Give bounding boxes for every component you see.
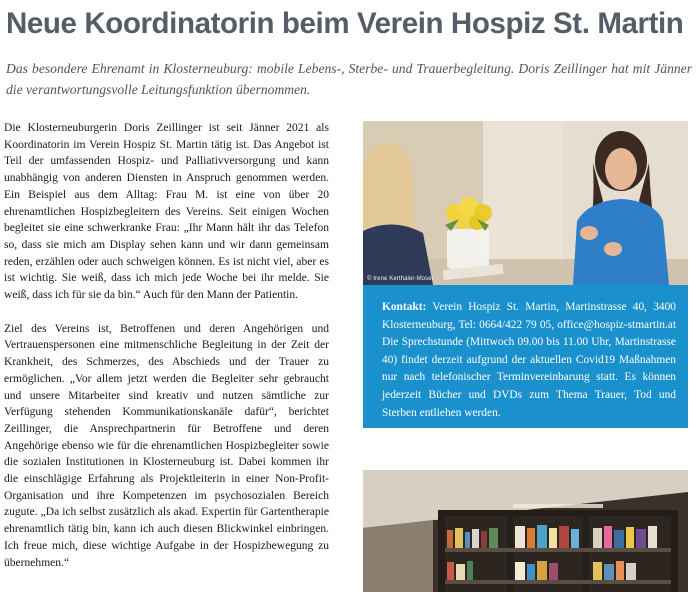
contact-text: Verein Hospiz St. Martin, Martinstrasse 40, 3400 Klosterneuburg, Tel: 0664/422 79 05, office@hospiz-stmartin.at Die Sprechstunde (Mittwoch 09.00 bis 11.00 Uhr, Martinstrasse 40) findet derzeit aufgrund der aktuellen Covid19 Maßnahmen nur nach telefonischer Terminvereinbarung statt. Es können jederzeit Bücher und DVDs zum Thema Trauer, Tod und Sterben entliehen werden. xyxy=(382,301,676,419)
library-photo-illustration xyxy=(363,470,688,592)
article-body xyxy=(4,120,329,588)
coordinator-conversation-photo xyxy=(363,121,688,285)
library-shelf-photo xyxy=(363,470,688,592)
coordinator-photo-illustration xyxy=(363,121,688,285)
photo-credit: © Irene Kerthaler-Moser xyxy=(367,276,434,282)
contact-label: Kontakt: xyxy=(382,301,427,313)
article-lead: Das besondere Ehrenamt in Klosterneuburg: mobile Lebens-, Sterbe- und Trauerbegleitung. Doris Zeillinger hat mit Jänner die verantwortungsvolle Leitungsfunktion übernommen. xyxy=(6,61,692,97)
contact-info-box xyxy=(363,285,688,428)
body-paragraph-1: Die Klosterneuburgerin Doris Zeillinger ist seit Jänner 2021 als Koordinatorin im Verein Hospiz St. Martin tätig ist. Das Angebot ist Teil der umfassenden Hospiz- und Palliativversorgung und kann unabhängig von anderen Diensten in Anspruch genommen werden. Ein Beispiel aus dem Alltag: Frau M. ist eine von über 20 ehrenamtlichen Hospizbegleitern des Vereins. Seit einigen Wochen begleitet sie eine schwerkranke Frau: „Ihr Mann hält ihr das Telefon so, dass sie mich am Display sehen kann und wir dann gemeinsam reden, erzählen oder auch schweigen können. Es ist nicht viel, aber es ist wichtig. Sie weiß, dass ich mich jede Woche bei ihr melde. Sie weiß, dass ich für sie da bin.“ Auch für den Mann der Patientin. xyxy=(4,122,329,302)
body-paragraph-2: Ziel des Vereins ist, Betroffenen und deren Angehörigen und Vertrauenspersonen eine mitmenschliche Begleitung in der Zeit der Krankheit, des Schmerzes, des Abschieds und der Trauer zu ermöglichen. „Vor allem jetzt werden die Begleiter sehr gebraucht und unsere Mitarbeiter sind kreativ und nutzen sämtliche zur Verfügung stehenden Kommunikationskanäle dafür“, berichtet Zeillinger, die Ansprechpartnerin für Betroffene und deren Angehörige ebenso wie für die ehrenamtlichen Hospizbegleiter sowie die sozialen Institutionen in Klosterneuburg ist. Dabei kommen ihr die einschlägige Erfahrung als Projektleiterin in einer Non-Profit-Organisation und ihre Kompetenzen im psychosozialen Bereich zugute. „Da ich selbst zusätzlich als akad. Expertin für Gartentherapie ehrenamtlich tätig bin, kann ich auch diesen Blickwinkel einbringen. Ich freue mich, diese wichtige Aufgabe in der Hospizbewegung zu übernehmen.“ xyxy=(4,322,329,569)
article-headline: Neue Koordinatorin beim Verein Hospiz St. Martin xyxy=(6,7,684,40)
